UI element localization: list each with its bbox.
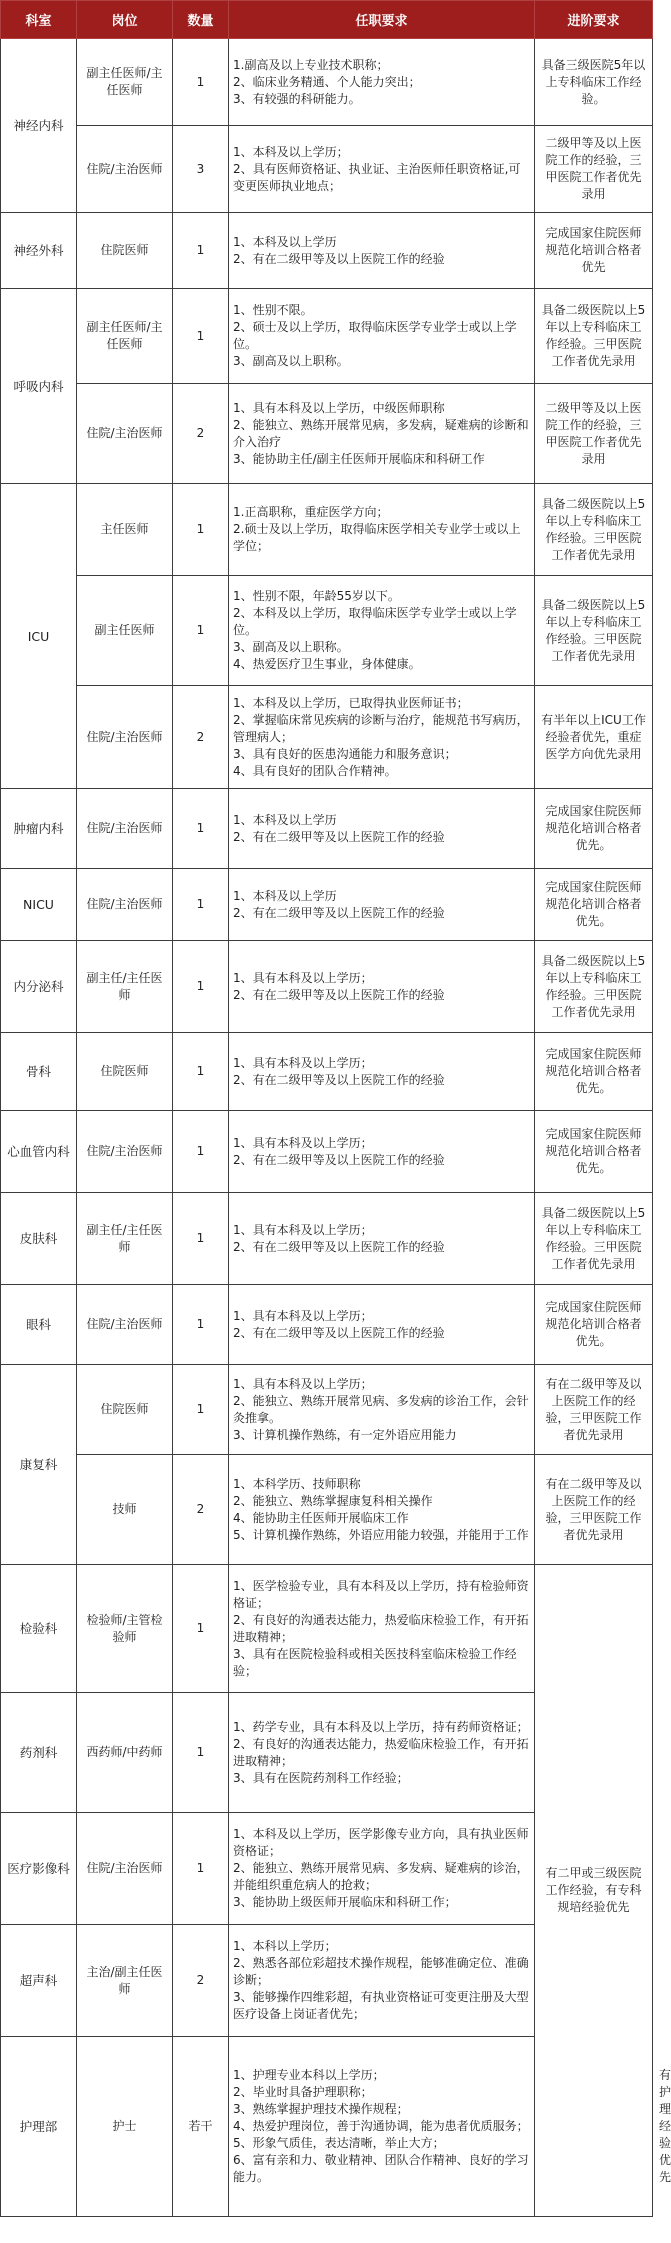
count-cell: 1: [173, 1193, 229, 1285]
requirements-cell: 1、具有本科及以上学历； 2、有在二级甲等及以上医院工作的经验: [229, 1285, 535, 1365]
count-cell: 1: [173, 484, 229, 576]
requirements-cell: 1.副高及以上专业技术职称； 2、临床业务精通、个人能力突出； 3、有较强的科研能力。: [229, 39, 535, 126]
table-row: [1, 1193, 653, 1285]
advanced-cell: 完成国家住院医师规范化培训合格者优先。: [535, 869, 653, 941]
requirements-cell: 1、本科以上学历； 2、熟悉各部位彩超技术操作规程，能够准确定位、准确诊断； 3、能够操作四维彩超，有执业资格证可变更注册及大型医疗设备上岗证者优先；: [229, 1925, 535, 2037]
advanced-cell: 有二甲或三级医院工作经验，有专科规培经验优先: [535, 1565, 653, 2217]
dept-cell: 呼吸内科: [1, 289, 77, 484]
table-row: [1, 384, 653, 484]
advanced-cell: 二级甲等及以上医院工作的经验，三甲医院工作者优先录用: [535, 126, 653, 213]
count-cell: 1: [173, 1813, 229, 1925]
position-cell: 西药师/中药师: [77, 1693, 173, 1813]
table-row: [1, 869, 653, 941]
advanced-cell: 有在二级甲等及以上医院工作的经验，三甲医院工作者优先录用: [535, 1365, 653, 1455]
position-cell: 主任医师: [77, 484, 173, 576]
count-cell: 1: [173, 576, 229, 686]
requirements-cell: 1、本科及以上学历，已取得执业医师证书； 2、掌握临床常见疾病的诊断与治疗，能规范书写病历，管理病人； 3、具有良好的医患沟通能力和服务意识； 4、具有良好的团队合作精神。: [229, 686, 535, 789]
requirements-cell: 1、具有本科及以上学历； 2、能独立、熟练开展常见病、多发病的诊治工作，会针灸推拿。 3、计算机操作熟练，有一定外语应用能力: [229, 1365, 535, 1455]
position-cell: 住院/主治医师: [77, 1111, 173, 1193]
position-cell: 副主任医师/主任医师: [77, 289, 173, 384]
count-cell: 1: [173, 1565, 229, 1693]
table-row: [1, 126, 653, 213]
position-cell: 主治/副主任医师: [77, 1925, 173, 2037]
position-cell: 护士: [77, 2037, 173, 2217]
count-cell: 2: [173, 384, 229, 484]
requirements-cell: 1、本科及以上学历 2、有在二级甲等及以上医院工作的经验: [229, 213, 535, 289]
count-cell: 1: [173, 213, 229, 289]
advanced-cell: 二级甲等及以上医院工作的经验，三甲医院工作者优先录用: [535, 384, 653, 484]
dept-cell: 医疗影像科: [1, 1813, 77, 1925]
requirements-cell: 1、本科及以上学历 2、有在二级甲等及以上医院工作的经验: [229, 869, 535, 941]
count-cell: 1: [173, 789, 229, 869]
requirements-cell: 1、具有本科及以上学历； 2、有在二级甲等及以上医院工作的经验: [229, 1033, 535, 1111]
requirements-cell: 1、药学专业，具有本科及以上学历，持有药师资格证； 2、有良好的沟通表达能力，热爱临床检验工作，有开拓进取精神； 3、具有在医院药剂科工作经验；: [229, 1693, 535, 1813]
advanced-cell: 有在二级甲等及以上医院工作的经验，三甲医院工作者优先录用: [535, 1455, 653, 1565]
table-row: [1, 1111, 653, 1193]
advanced-cell: 具备二级医院以上5年以上专科临床工作经验。三甲医院工作者优先录用: [535, 289, 653, 384]
table-row: [1, 1285, 653, 1365]
table-row: [1, 576, 653, 686]
table-row: [1, 289, 653, 384]
position-cell: 住院/主治医师: [77, 789, 173, 869]
table-row: [1, 1033, 653, 1111]
position-cell: 副主任/主任医师: [77, 1193, 173, 1285]
dept-cell: 神经外科: [1, 213, 77, 289]
dept-cell: 护理部: [1, 2037, 77, 2217]
advanced-cell: 有半年以上ICU工作经验者优先，重症医学方向优先录用: [535, 686, 653, 789]
position-cell: 副主任/主任医师: [77, 941, 173, 1033]
position-cell: 住院医师: [77, 213, 173, 289]
advanced-cell: 完成国家住院医师规范化培训合格者优先: [535, 213, 653, 289]
position-cell: 住院/主治医师: [77, 686, 173, 789]
position-cell: 副主任医师/主任医师: [77, 39, 173, 126]
count-cell: 3: [173, 126, 229, 213]
position-cell: 住院/主治医师: [77, 126, 173, 213]
count-cell: 1: [173, 39, 229, 126]
advanced-cell: 完成国家住院医师规范化培训合格者优先。: [535, 1285, 653, 1365]
dept-cell: 眼科: [1, 1285, 77, 1365]
dept-cell: 骨科: [1, 1033, 77, 1111]
requirements-cell: 1、护理专业本科以上学历； 2、毕业时具备护理职称； 3、熟练掌握护理技术操作规程； 4、热爱护理岗位，善于沟通协调，能为患者优质服务； 5、形象气质佳，表达清晰，举止大方； 6、富有亲和力、敬业精神、团队合作精神、良好的学习能力。: [229, 2037, 535, 2217]
position-cell: 住院/主治医师: [77, 1813, 173, 1925]
requirements-cell: 1、具有本科及以上学历，中级医师职称 2、能独立、熟练开展常见病，多发病，疑难病的诊断和介入治疗 3、能协助主任/副主任医师开展临床和科研工作: [229, 384, 535, 484]
requirements-cell: 1、本科及以上学历，医学影像专业方向，具有执业医师资格证； 2、能独立、熟练开展常见病、多发病、疑难病的诊治，并能组织重危病人的抢救； 3、能协助上级医师开展临床和科研工作；: [229, 1813, 535, 1925]
table-row: [1, 213, 653, 289]
count-cell: 1: [173, 1033, 229, 1111]
dept-cell: 神经内科: [1, 39, 77, 213]
dept-cell: 药剂科: [1, 1693, 77, 1813]
requirements-cell: 1、具有本科及以上学历； 2、有在二级甲等及以上医院工作的经验: [229, 1193, 535, 1285]
table-row: [1, 941, 653, 1033]
dept-cell: ICU: [1, 484, 77, 789]
position-cell: 检验师/主管检验师: [77, 1565, 173, 1693]
position-cell: 住院医师: [77, 1365, 173, 1455]
table-row: [1, 1455, 653, 1565]
requirements-cell: 1、本科及以上学历； 2、具有医师资格证、执业证、主治医师任职资格证,可变更医师执业地点；: [229, 126, 535, 213]
requirements-cell: 1、医学检验专业，具有本科及以上学历，持有检验师资格证； 2、有良好的沟通表达能力，热爱临床检验工作，有开拓进取精神； 3、具有在医院检验科或相关医技科室临床检验工作经验；: [229, 1565, 535, 1693]
advanced-cell: 具备二级医院以上5年以上专科临床工作经验。三甲医院工作者优先录用: [535, 576, 653, 686]
header-requirements: 任职要求: [229, 1, 535, 39]
dept-cell: 康复科: [1, 1365, 77, 1565]
header-count: 数量: [173, 1, 229, 39]
requirements-cell: 1、具有本科及以上学历； 2、有在二级甲等及以上医院工作的经验: [229, 1111, 535, 1193]
requirements-cell: 1、本科及以上学历 2、有在二级甲等及以上医院工作的经验: [229, 789, 535, 869]
header-position: 岗位: [77, 1, 173, 39]
dept-cell: 内分泌科: [1, 941, 77, 1033]
dept-cell: NICU: [1, 869, 77, 941]
dept-cell: 皮肤科: [1, 1193, 77, 1285]
position-cell: 技师: [77, 1455, 173, 1565]
advanced-cell: 具备三级医院5年以上专科临床工作经验。: [535, 39, 653, 126]
requirements-cell: 1、具有本科及以上学历； 2、有在二级甲等及以上医院工作的经验: [229, 941, 535, 1033]
advanced-cell: 完成国家住院医师规范化培训合格者优先。: [535, 789, 653, 869]
requirements-cell: 1、本科学历、技师职称 2、能独立、熟练掌握康复科相关操作 4、能协助主任医师开展临床工作 5、计算机操作熟练，外语应用能力较强，并能用于工作: [229, 1455, 535, 1565]
count-cell: 1: [173, 869, 229, 941]
requirements-cell: 1、性别不限，年龄55岁以下。 2、本科及以上学历，取得临床医学专业学士或以上学位。 3、副高及以上职称。 4、热爱医疗卫生事业，身体健康。: [229, 576, 535, 686]
dept-cell: 肿瘤内科: [1, 789, 77, 869]
position-cell: 住院医师: [77, 1033, 173, 1111]
table-row: [1, 1365, 653, 1455]
count-cell: 1: [173, 289, 229, 384]
dept-cell: 心血管内科: [1, 1111, 77, 1193]
position-cell: 副主任医师: [77, 576, 173, 686]
count-cell: 1: [173, 1365, 229, 1455]
requirements-cell: 1、性别不限。 2、硕士及以上学历，取得临床医学专业学士或以上学位。 3、副高及以上职称。: [229, 289, 535, 384]
dept-cell: 超声科: [1, 1925, 77, 2037]
table-row: [1, 789, 653, 869]
count-cell: 2: [173, 1455, 229, 1565]
count-cell: 1: [173, 1693, 229, 1813]
count-cell: 1: [173, 1285, 229, 1365]
dept-cell: 检验科: [1, 1565, 77, 1693]
table-row: [1, 484, 653, 576]
count-cell: 若干: [173, 2037, 229, 2217]
count-cell: 1: [173, 941, 229, 1033]
table-header-row: [1, 1, 653, 39]
position-cell: 住院/主治医师: [77, 384, 173, 484]
requirements-cell: 1.正高职称，重症医学方向； 2.硕士及以上学历，取得临床医学相关专业学士或以上学位；: [229, 484, 535, 576]
position-cell: 住院/主治医师: [77, 869, 173, 941]
count-cell: 2: [173, 686, 229, 789]
advanced-cell: 具备二级医院以上5年以上专科临床工作经验。三甲医院工作者优先录用: [535, 484, 653, 576]
advanced-cell: 完成国家住院医师规范化培训合格者优先。: [535, 1033, 653, 1111]
header-dept: 科室: [1, 1, 77, 39]
advanced-cell: 具备二级医院以上5年以上专科临床工作经验。三甲医院工作者优先录用: [535, 1193, 653, 1285]
position-cell: 住院/主治医师: [77, 1285, 173, 1365]
count-cell: 1: [173, 1111, 229, 1193]
table-row: [1, 1565, 653, 1693]
table-row: [1, 686, 653, 789]
advanced-cell: 具备二级医院以上5年以上专科临床工作经验。三甲医院工作者优先录用: [535, 941, 653, 1033]
advanced-cell: 完成国家住院医师规范化培训合格者优先。: [535, 1111, 653, 1193]
header-advanced: 进阶要求: [535, 1, 653, 39]
table-row: [1, 39, 653, 126]
table-row: 护理部 护士 若干 1、护理专业本科以上学历； 2、毕业时具备护理职称； 3、熟练掌握护理技术操作规程； 4、热爱护理岗位，善于沟通协调，能为患者优质服务； 5、形象气质佳，表达清晰，举止大方； 6、富有亲和力、敬业精神、团队合作精神、良好的学习能力。 有护理经验优先: [1, 2037, 653, 2217]
count-cell: 2: [173, 1925, 229, 2037]
